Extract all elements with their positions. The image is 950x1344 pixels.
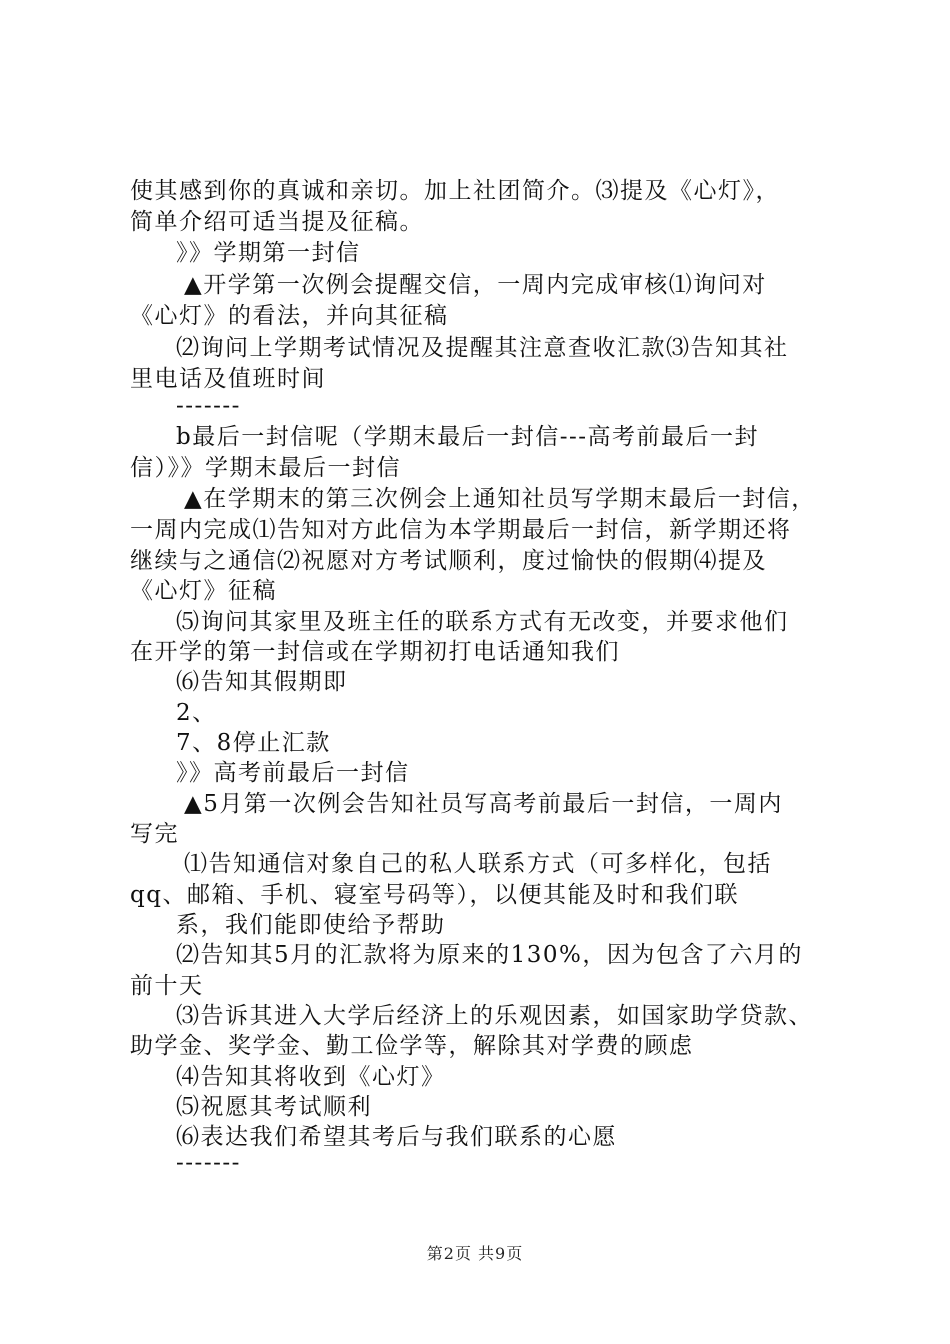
text-line: ⑷告知其将收到《心灯》 [176,1064,446,1090]
text-line: ⑵告知其5月的汇款将为原来的130%，因为包含了六月的 [176,942,803,968]
text-line: ⑹告知其假期即 [176,669,348,695]
section-heading: 》》高考前最后一封信 [176,760,410,786]
text-line: 使其感到你的真诚和亲切。加上社团简介。⑶提及《心灯》， [130,178,780,204]
text-line: ⑴告知通信对象自己的私人联系方式（可多样化，包括 [184,851,772,877]
text-line: ▲在学期末的第三次例会上通知社员写学期末最后一封信， [184,486,816,512]
section-heading: 》》学期第一封信 [176,240,361,266]
text-line: 前十天 [130,973,204,999]
text-line: b最后一封信呢（学期末最后一封信---高考前最后一封 [176,424,760,450]
text-line: ⑸询问其家里及班主任的联系方式有无改变，并要求他们 [176,609,789,635]
text-line: 7、8停止汇款 [176,730,331,756]
text-line: 里电话及值班时间 [130,366,326,392]
page-number-footer: 第2页 共9页 [426,1244,524,1263]
text-line: 《心灯》征稿 [130,578,277,604]
text-line: 信）》》学期末最后一封信 [130,455,401,481]
text-line: 继续与之通信⑵祝愿对方考试顺利，度过愉快的假期⑷提及 [130,548,767,574]
text-line: ▲5月第一次例会告知社员写高考前最后一封信，一周内 [184,791,783,817]
text-line: 简单介绍可适当提及征稿。 [130,209,424,235]
text-line: 一周内完成⑴告知对方此信为本学期最后一封信，新学期还将 [130,517,792,543]
text-line: ▲开学第一次例会提醒交信，一周内完成审核⑴询问对 [184,272,767,298]
text-line: ⑸祝愿其考试顺利 [176,1094,372,1120]
text-line: 《心灯》的看法，并向其征稿 [130,303,449,329]
text-line: ⑹表达我们希望其考后与我们联系的心愿 [176,1124,617,1150]
text-line: 写完 [130,821,179,847]
text-line: ⑶告诉其进入大学后经济上的乐观因素，如国家助学贷款、 [176,1003,813,1029]
separator-line: ------- [176,1150,241,1176]
text-line: qq、邮箱、手机、寝室号码等），以便其能及时和我们联 [130,882,739,908]
separator-line: ------- [176,393,241,419]
text-line: 2、 [176,700,217,726]
text-line: ⑵询问上学期考试情况及提醒其注意查收汇款⑶告知其社 [176,335,789,361]
text-line: 在开学的第一封信或在学期初打电话通知我们 [130,639,620,665]
text-line: 助学金、奖学金、勤工俭学等，解除其对学费的顾虑 [130,1033,694,1059]
text-line: 系，我们能即使给予帮助 [176,912,446,938]
